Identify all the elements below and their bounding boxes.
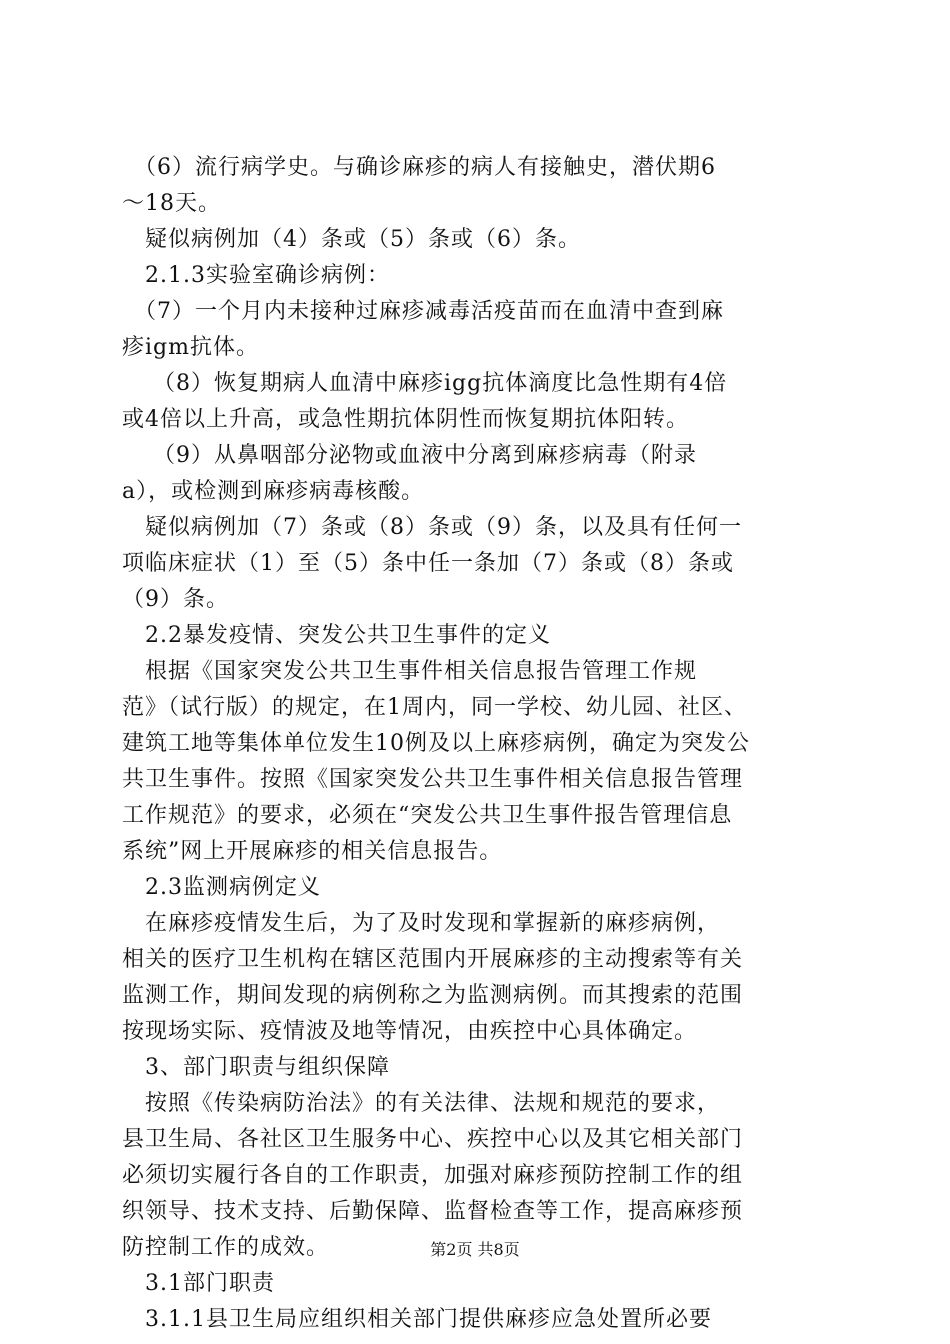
text-line: 3.1.1县卫生局应组织相关部门提供麻疹应急处置所必要 [122,1307,712,1332]
text-line: 或4倍以上升高，或急性期抗体阴性而恢复期抗体阳转。 [122,407,689,432]
text-line: （8）恢复期病人血清中麻疹igg抗体滴度比急性期有4倍 [122,371,728,396]
text-line: 必须切实履行各自的工作职责，加强对麻疹预防控制工作的组 [122,1163,744,1188]
text-line: 疑似病例加（4）条或（5）条或（6）条。 [122,227,581,252]
text-line: 相关的医疗卫生机构在辖区范围内开展麻疹的主动搜索等有关 [122,947,744,972]
text-line: 在麻疹疫情发生后，为了及时发现和掌握新的麻疹病例， [122,911,721,936]
text-line: 按照《传染病防治法》的有关法律、法规和规范的要求， [122,1091,721,1116]
text-line: 工作规范》的要求，必须在“突发公共卫生事件报告管理信息 [122,803,733,828]
text-line: （9）从鼻咽部分泌物或血液中分离到麻疹病毒（附录 [122,443,697,468]
text-line: 项临床症状（1）至（5）条中任一条加（7）条或（8）条或 [122,551,734,576]
text-line: 按现场实际、疫情波及地等情况，由疾控中心具体确定。 [122,1019,698,1044]
text-line: 根据《国家突发公共卫生事件相关信息报告管理工作规 [122,659,698,684]
text-line: 共卫生事件。按照《国家突发公共卫生事件相关信息报告管理 [122,767,744,792]
text-line: ～18天。 [122,191,221,216]
text-line: 织领导、技术支持、后勤保障、监督检查等工作，提高麻疹预 [122,1199,744,1224]
page-footer: 第2页 共8页 [430,1240,520,1259]
text-line: 2.2暴发疫情、突发公共卫生事件的定义 [122,623,551,648]
text-line: （6）流行病学史。与确诊麻疹的病人有接触史，潜伏期6 [122,155,716,180]
text-line: 疑似病例加（7）条或（8）条或（9）条，以及具有任何一 [122,515,742,540]
text-line: 3、部门职责与组织保障 [122,1055,390,1080]
text-line: （9）条。 [122,587,229,612]
text-line: 县卫生局、各社区卫生服务中心、疾控中心以及其它相关部门 [122,1127,744,1152]
text-line: 2.1.3实验室确诊病例： [122,263,390,288]
text-line: 监测工作，期间发现的病例称之为监测病例。而其搜索的范围 [122,983,744,1008]
text-line: 2.3监测病例定义 [122,875,321,900]
text-line: 防控制工作的成效。 [122,1235,330,1260]
text-line: 系统”网上开展麻疹的相关信息报告。 [122,839,503,864]
text-line: 建筑工地等集体单位发生10例及以上麻疹病例，确定为突发公 [122,731,750,756]
text-line: 范》（试行版）的规定，在1周内，同一学校、幼儿园、社区、 [122,695,747,720]
text-line: 3.1部门职责 [122,1271,275,1296]
document-body [122,150,834,1338]
text-line: （7）一个月内未接种过麻疹减毒活疫苗而在血清中查到麻 [122,299,724,324]
text-line: 疹igm抗体。 [122,335,259,360]
text-line: a），或检测到麻疹病毒核酸。 [122,479,425,504]
